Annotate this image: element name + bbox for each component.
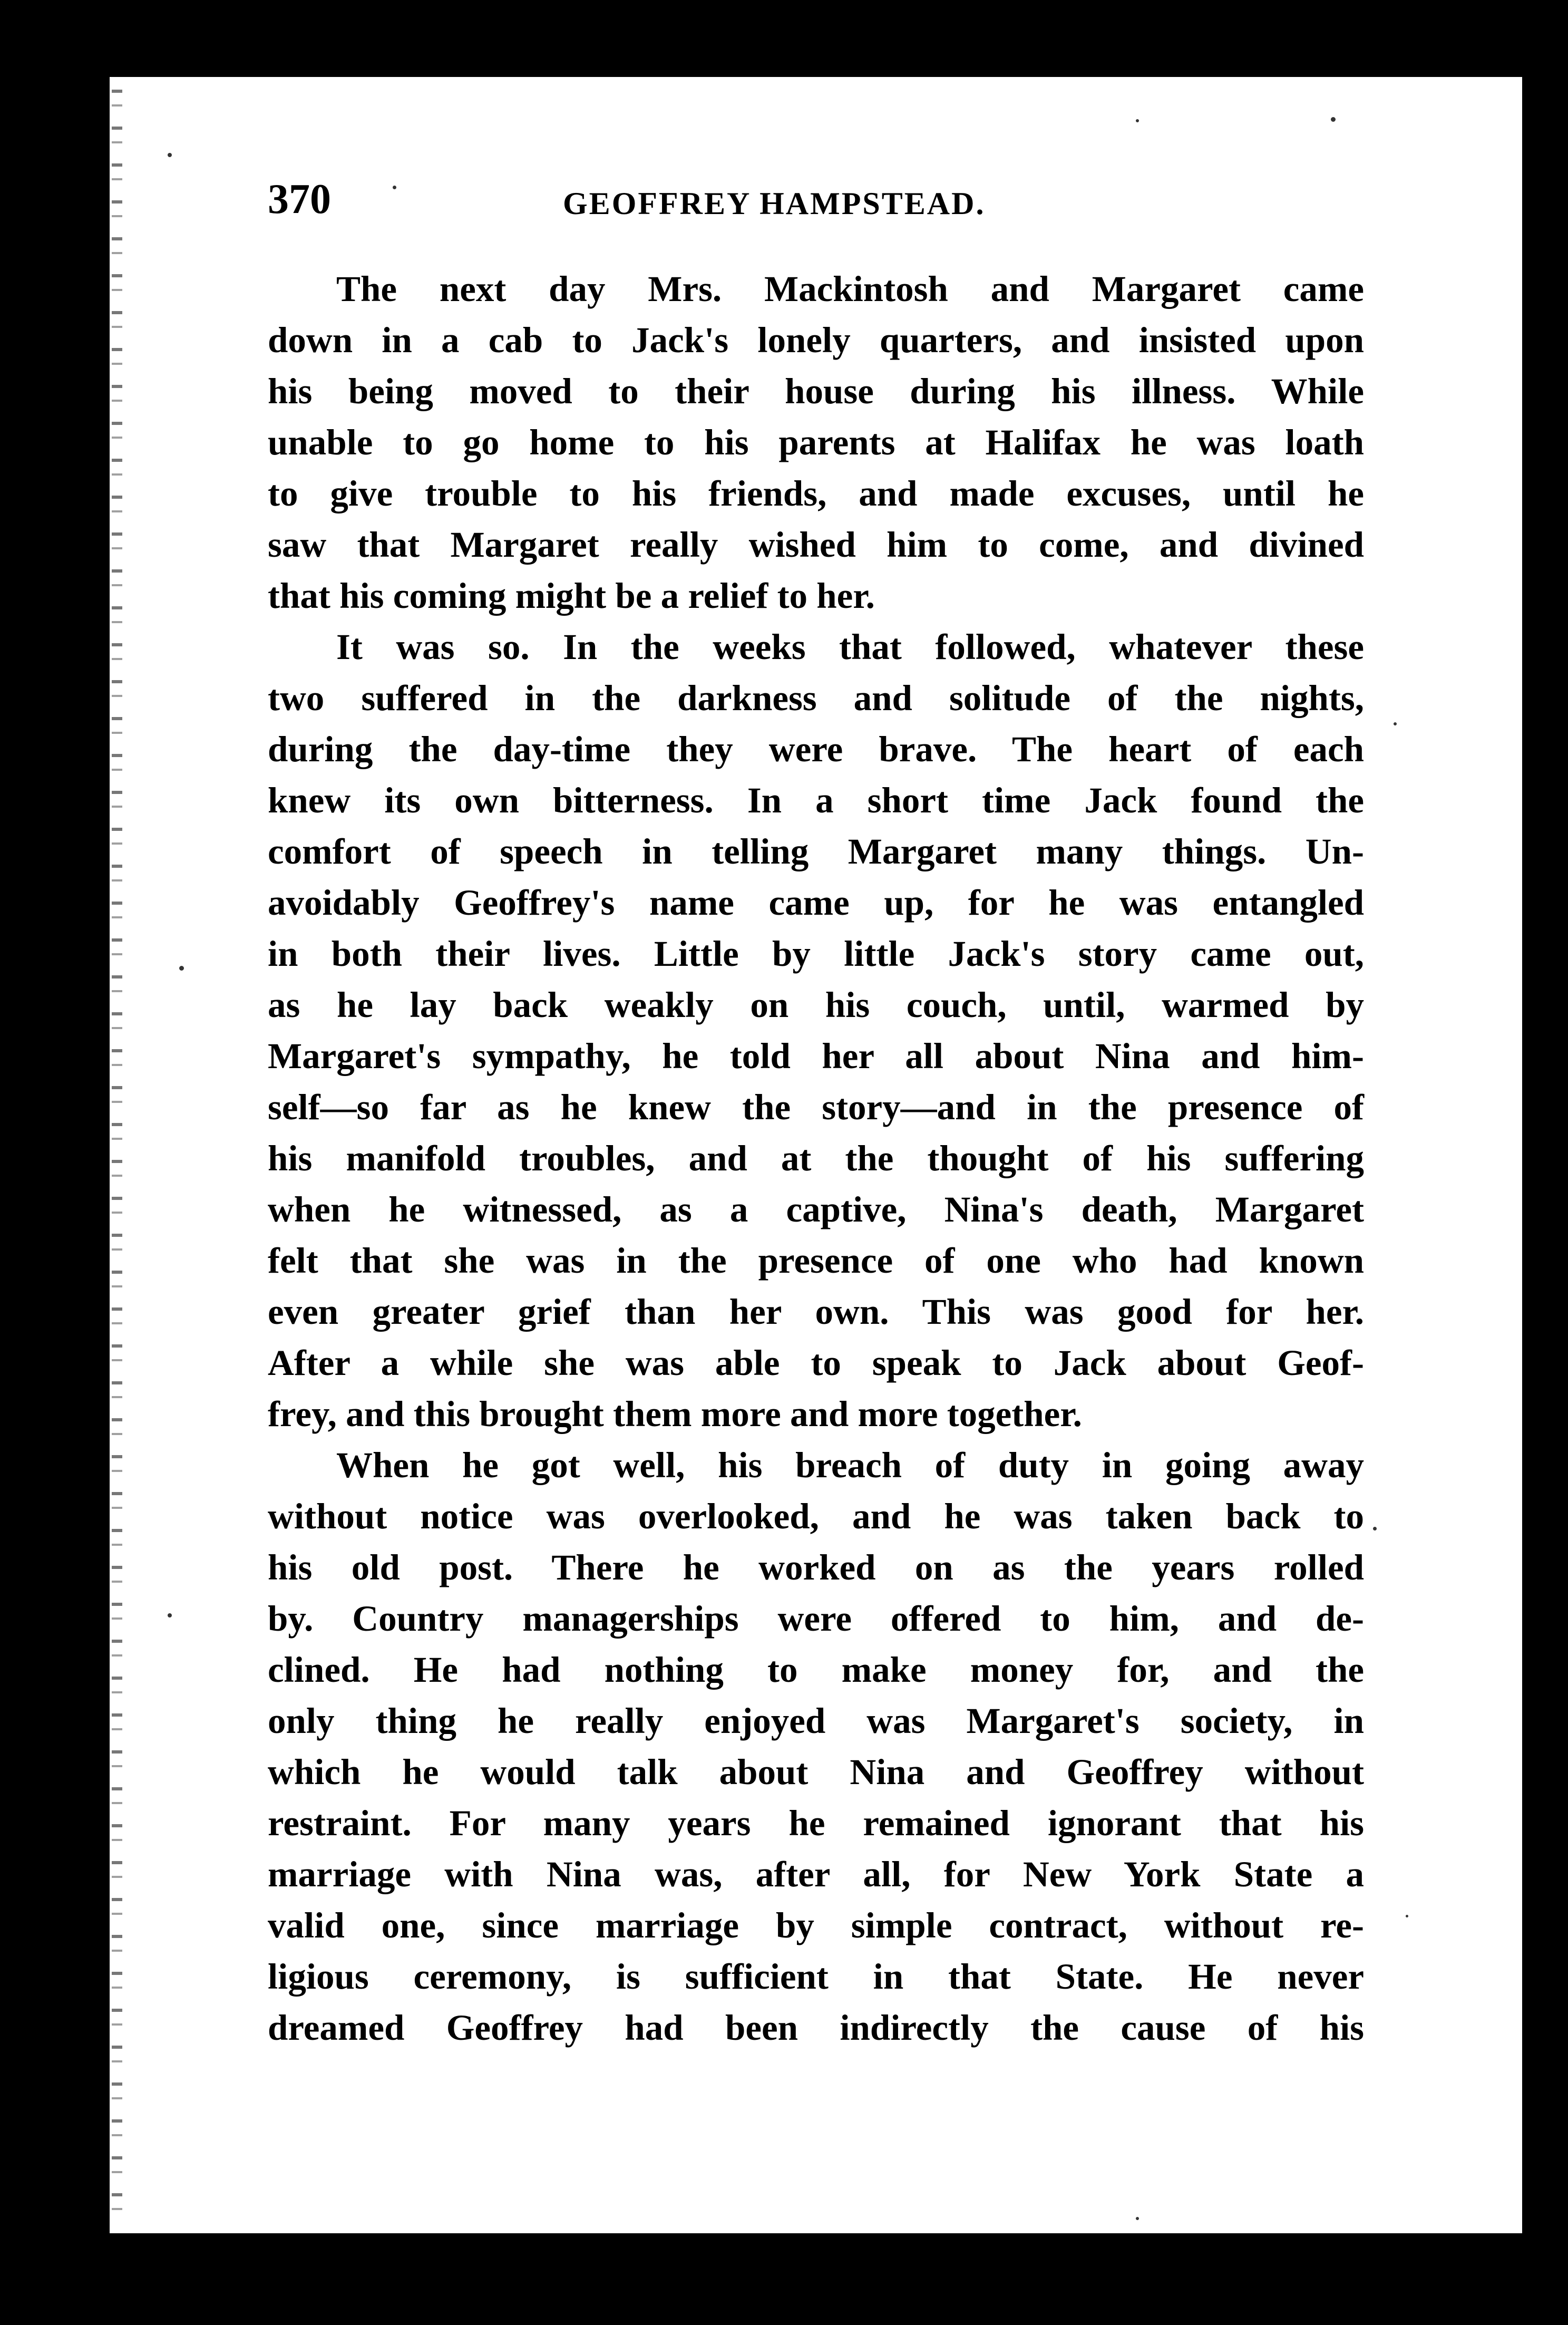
text-line: in both their lives. Little by little Jack's story came out, <box>268 934 1364 974</box>
text-line: as he lay back weakly on his couch, until, warmed by <box>268 985 1364 1025</box>
text-line: Margaret's sympathy, he told her all about Nina and him- <box>268 1036 1364 1076</box>
scan-speck <box>1136 119 1139 122</box>
text-line: It was so. In the weeks that followed, whatever these <box>336 627 1364 667</box>
scan-speck <box>1394 722 1397 725</box>
text-line: when he witnessed, as a captive, Nina's death, Margaret <box>268 1189 1364 1229</box>
scan-speck <box>168 1613 172 1617</box>
text-line: by. Country managerships were offered to him, and de- <box>268 1599 1364 1639</box>
text-line: comfort of speech in telling Margaret many things. Un- <box>268 831 1364 871</box>
text-line: frey, and this brought them more and more together. <box>268 1394 1082 1434</box>
scan-speck <box>179 966 184 971</box>
running-head: GEOFFREY HAMPSTEAD. <box>563 186 986 221</box>
text-line: self—so far as he knew the story—and in the presence of <box>268 1087 1364 1127</box>
paragraph <box>268 264 1364 622</box>
paragraph <box>268 1440 1364 2053</box>
text-line: avoidably Geoffrey's name came up, for he was entangled <box>268 883 1364 923</box>
page-header <box>268 168 1353 231</box>
text-line: When he got well, his breach of duty in going away <box>336 1445 1364 1485</box>
text-line: After a while she was able to speak to Jack about Geof- <box>268 1343 1364 1383</box>
binding-gutter-marks <box>112 90 122 2225</box>
text-line: to give trouble to his friends, and made excuses, until he <box>268 473 1364 514</box>
text-line: marriage with Nina was, after all, for New York State a <box>268 1854 1364 1894</box>
text-line: clined. He had nothing to make money for, and the <box>268 1650 1364 1690</box>
text-line: his manifold troubles, and at the thought of his suffering <box>268 1138 1364 1178</box>
text-line: restraint. For many years he remained ignorant that his <box>268 1803 1364 1843</box>
text-line: even greater grief than her own. This was good for her. <box>268 1292 1364 1332</box>
text-line: two suffered in the darkness and solitude of the nights, <box>268 678 1364 718</box>
text-line: during the day-time they were brave. The heart of each <box>268 729 1364 769</box>
text-line: The next day Mrs. Mackintosh and Margaret came <box>336 269 1364 309</box>
text-line: his old post. There he worked on as the years rolled <box>268 1547 1364 1587</box>
text-line: that his coming might be a relief to her. <box>268 576 875 616</box>
facing-page-edge <box>1501 77 1522 2233</box>
text-line: his being moved to their house during his illness. While <box>268 371 1364 411</box>
page-number: 370 <box>268 176 331 222</box>
paragraph <box>268 622 1364 1440</box>
text-line: valid one, since marriage by simple contract, without re- <box>268 1905 1364 1945</box>
text-line: felt that she was in the presence of one who had known <box>268 1241 1364 1281</box>
scan-speck <box>1406 1915 1408 1917</box>
scan-speck <box>1331 117 1336 122</box>
text-line: knew its own bitterness. In a short time Jack found the <box>268 780 1364 820</box>
text-line: down in a cab to Jack's lonely quarters, and insisted upon <box>268 320 1364 360</box>
scan-speck <box>1373 1527 1377 1530</box>
text-line: only thing he really enjoyed was Margaret's society, in <box>268 1701 1364 1741</box>
text-line: dreamed Geoffrey had been indirectly the cause of his <box>268 2008 1364 2048</box>
scan-speck <box>168 153 172 157</box>
scan-speck <box>1136 2217 1139 2220</box>
text-line: which he would talk about Nina and Geoffrey without <box>268 1752 1364 1792</box>
text-line: without notice was overlooked, and he was taken back to <box>268 1496 1364 1536</box>
text-line: saw that Margaret really wished him to come, and divined <box>268 525 1364 565</box>
text-line: unable to go home to his parents at Halifax he was loath <box>268 422 1364 462</box>
body-text <box>268 264 1364 2053</box>
text-line: ligious ceremony, is sufficient in that State. He never <box>268 1956 1364 1997</box>
